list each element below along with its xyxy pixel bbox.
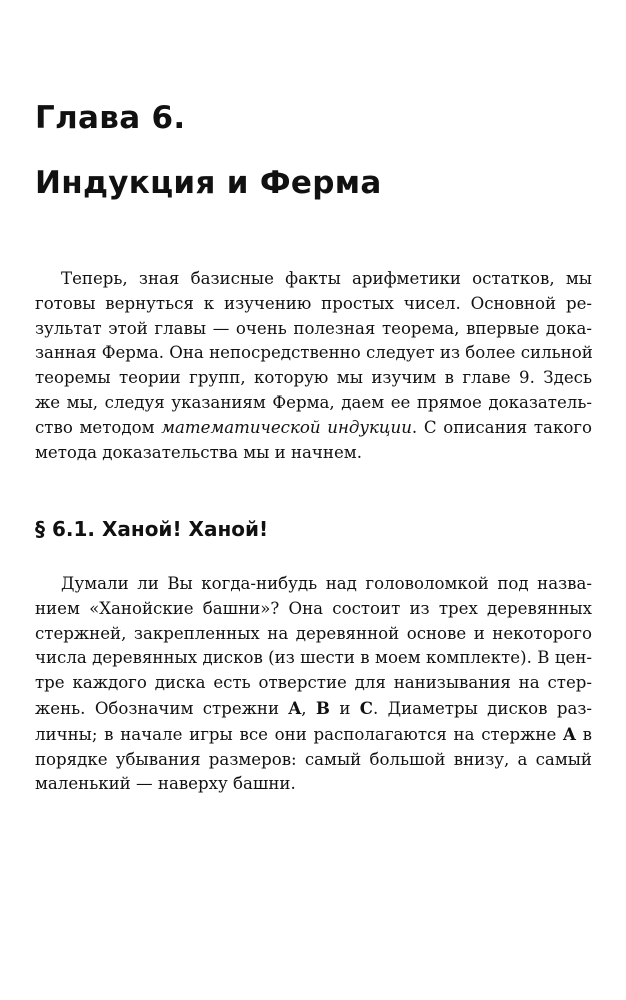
rod-label-a: A [288, 697, 302, 718]
line-text: жень. Обозначим стрежни [35, 698, 289, 718]
paragraph-line: Думали ли Вы когда-нибудь над головоломкой под назва- [61, 574, 592, 593]
paragraph-line [35, 722, 592, 748]
section-paragraph [35, 572, 592, 797]
paragraph-line: занная Ферма. Она непосредственно следует из более сильной [35, 343, 593, 363]
paragraph-line: стержней, закрепленных на деревянной основе и некоторого [35, 623, 592, 643]
rod-label-b: B [315, 697, 330, 718]
paragraph-line: числа деревянных дисков (из шести в моем комплекте). В цен- [35, 648, 592, 668]
line-text: и [329, 698, 360, 718]
paragraph-line: готовы вернуться к изучению простых чисел. Основной ре- [35, 293, 592, 313]
rod-label-c: C [359, 697, 373, 718]
paragraph-line: тре каждого диска есть отверстие для нанизывания на стер- [35, 673, 592, 693]
rod-label-a: A [563, 723, 576, 744]
chapter-number: Глава 6. [35, 100, 186, 136]
paragraph-line: порядке убывания размеров: самый большой внизу, а самый [35, 749, 592, 769]
chapter-title: Индукция и Ферма [35, 165, 382, 201]
paragraph-line: маленький — наверху башни. [35, 774, 296, 794]
paragraph-line: Теперь, зная базисные факты арифметики остатков, мы [61, 269, 592, 288]
paragraph-line: же мы, следуя указаниям Ферма, даем ее прямое доказатель- [35, 392, 592, 412]
line-text: . Диаметры дисков раз- [372, 698, 592, 718]
line-text: . С описания такого [411, 417, 592, 437]
intro-paragraph [35, 267, 592, 465]
paragraph-line: метода доказательства мы и начнем. [35, 442, 362, 462]
line-text: , [301, 698, 316, 718]
paragraph-line: зультат этой главы — очень полезная теорема, впервые дока- [35, 318, 592, 338]
section-heading: § 6.1. Ханой! Ханой! [35, 517, 269, 541]
paragraph-line [35, 696, 592, 722]
paragraph-line: нием «Ханойские башни»? Она состоит из трех деревянных [35, 598, 592, 618]
emphasis-term: математической индукции [161, 417, 412, 437]
line-text: ство методом [35, 417, 162, 437]
line-text: в [575, 724, 592, 744]
paragraph-line: теоремы теории групп, которую мы изучим в главе 9. Здесь [35, 368, 592, 388]
line-text: личны; в начале игры все они располагаются на стержне [35, 724, 564, 744]
paragraph-line [35, 416, 592, 441]
